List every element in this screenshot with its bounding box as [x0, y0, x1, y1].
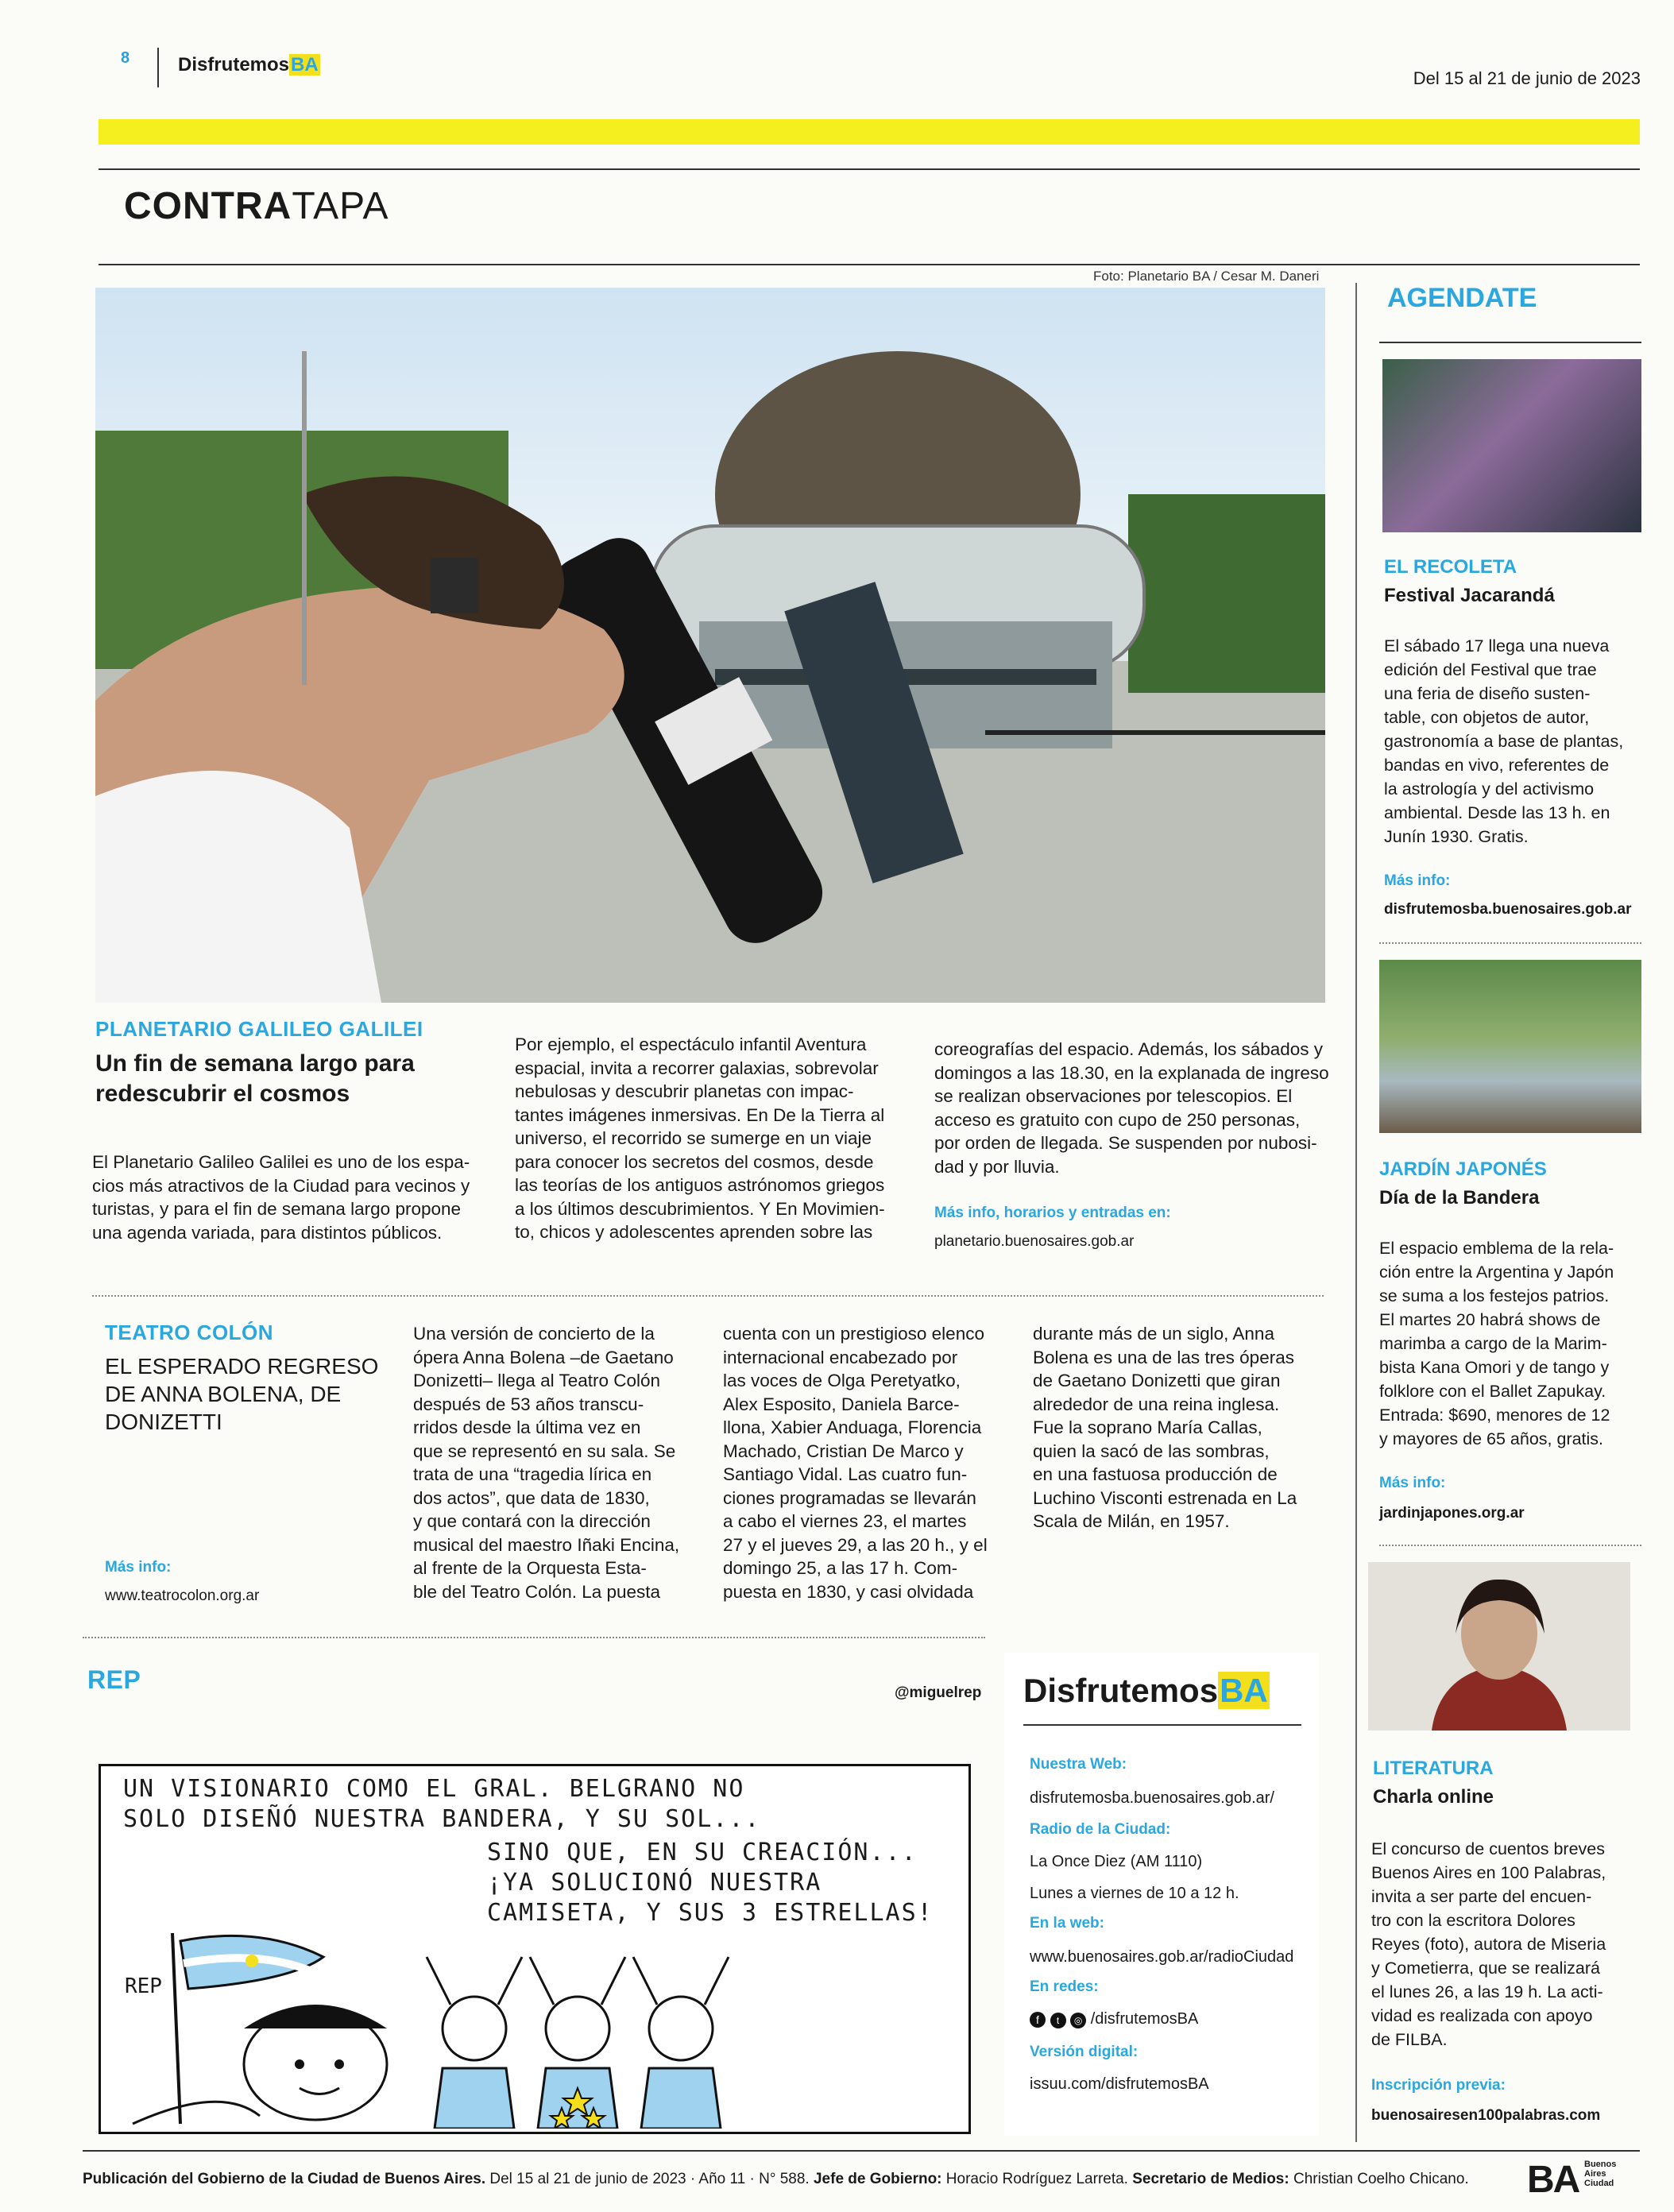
- planetario-col3: coreografías del espacio. Además, los sábados y domingos a las 18.30, en la explanada de ingreso se realizan observaciones por telescopios. El acceso es gratuito con cupo de 250 personas, por orden de llegada. Se suspenden por nubosi- dad y por lluvia.: [934, 1039, 1329, 1177]
- rule: [1023, 1724, 1301, 1726]
- dotted-rule: [92, 1295, 1324, 1297]
- sidebar-divider: [1355, 283, 1357, 2142]
- agenda-label: JARDÍN JAPONÉS: [1379, 1158, 1547, 1180]
- dotted-rule: [1379, 1545, 1641, 1546]
- ba-logo: BA: [1527, 2159, 1579, 2201]
- header-brand: DisfrutemosBA: [178, 54, 319, 75]
- agenda-info-label: Más info:: [1379, 1475, 1446, 1491]
- agenda-info-label: Inscripción previa:: [1371, 2077, 1506, 2094]
- dotted-rule: [83, 1637, 985, 1638]
- header-divider: [157, 48, 159, 87]
- disfrutemos-infobox: [1004, 1653, 1319, 2136]
- instagram-icon: ◎: [1070, 2013, 1086, 2028]
- infobox-radio: La Once Diez (AM 1110): [1030, 1853, 1203, 1870]
- garden-photo: [1379, 960, 1641, 1133]
- rep-handle: @miguelrep: [895, 1684, 982, 1701]
- agenda-body: El espacio emblema de la rela- ción entre la Argentina y Japón se suma a los festejos patrios. El martes 20 habrá shows de marimba a cargo de la Marim- bista Kana Omori y de tango y folklore con el Ballet Zapukay. Entrada: $690, menores de 12 y mayores de 65 años, gratis.: [1379, 1239, 1614, 1448]
- colon-label: TEATRO COLÓN: [105, 1321, 274, 1344]
- infobox-label: Versión digital:: [1030, 2044, 1139, 2060]
- infobox-label: En redes:: [1030, 1978, 1099, 1995]
- agenda-label: EL RECOLETA: [1384, 556, 1517, 578]
- page-number: 8: [121, 49, 130, 67]
- festival-photo: [1382, 359, 1641, 532]
- infobox-web-link[interactable]: disfrutemosba.buenosaires.gob.ar/: [1030, 1789, 1274, 1807]
- colon-col2: cuenta con un prestigioso elenco internacional encabezado por las voces de Olga Peretyatko, Alex Esposito, Daniela Barce- llona, Xabier Anduaga, Florencia Machado, Cristian De Marco y Santiago Vidal. Las cuatro fun- ciones programadas se llevarán a cabo el viernes 23, el martes 27 y el jueves 29, a las 20 h., y el domingo 25, a las 17 h. Com- puesta en 1830, y casi olvidada: [723, 1324, 988, 1602]
- agenda-info-link[interactable]: buenosairesen100palabras.com: [1371, 2107, 1601, 2124]
- infobox-radio-hours: Lunes a viernes de 10 a 12 h.: [1030, 1885, 1239, 1902]
- twitter-icon: t: [1050, 2013, 1066, 2028]
- infobox-label: Nuestra Web:: [1030, 1756, 1127, 1773]
- agenda-title: Charla online: [1373, 1786, 1494, 1808]
- author-photo: [1368, 1562, 1630, 1731]
- agenda-info-label: Más info:: [1384, 872, 1451, 889]
- ba-logo-sub: Buenos Aires Ciudad: [1584, 2160, 1617, 2188]
- footer-credits: Publicación del Gobierno de la Ciudad de Buenos Aires. Del 15 al 21 de junio de 2023 · Año 11 · N° 588. Jefe de Gobierno: Horacio Rodríguez Larreta. Secretario de Medios: Christian Coelho Chicano.: [83, 2171, 1469, 2187]
- rep-label: REP: [87, 1665, 141, 1694]
- agendate-title: AGENDATE: [1387, 283, 1537, 313]
- rule: [83, 2150, 1640, 2152]
- planetarium-photo: [95, 288, 1325, 1003]
- colon-info-label: Más info:: [105, 1559, 172, 1576]
- rule: [99, 264, 1640, 265]
- rep-comic: [99, 1764, 971, 2134]
- facebook-icon: f: [1030, 2012, 1046, 2028]
- agenda-body: El concurso de cuentos breves Buenos Aires en 100 Palabras, invita a ser parte del encuen- tro con la escritora Dolores Reyes (foto), autora de Miseria y Cometierra, que se realizará el lunes 26, a las 19 h. La acti- vidad es realizada con apoyo de FILBA.: [1371, 1839, 1606, 2049]
- yellow-band: [99, 119, 1640, 145]
- infobox-issuu-link[interactable]: issuu.com/disfrutemosBA: [1030, 2075, 1209, 2093]
- planetario-label: PLANETARIO GALILEO GALILEI: [95, 1017, 423, 1041]
- infobox-radio-link[interactable]: www.buenosaires.gob.ar/radioCiudad: [1030, 1948, 1294, 1966]
- planetario-info-link[interactable]: planetario.buenosaires.gob.ar: [934, 1233, 1135, 1250]
- agenda-info-link[interactable]: disfrutemosba.buenosaires.gob.ar: [1384, 901, 1632, 918]
- dotted-rule: [1379, 942, 1641, 944]
- comic-text-line: SINO QUE, EN SU CREACIÓN...: [487, 1839, 918, 1866]
- agenda-label: LITERATURA: [1373, 1758, 1494, 1779]
- colon-info-link[interactable]: www.teatrocolon.org.ar: [105, 1587, 260, 1604]
- agenda-title: Día de la Bandera: [1379, 1187, 1540, 1208]
- colon-col3: durante más de un siglo, Anna Bolena es una de las tres óperas de Gaetano Donizetti que giran alrededor de una reina inglesa. Fue la soprano María Callas, quien la sacó de las sombras, en una fastuosa producción de Luchino Visconti estrenada en La Scala de Milán, en 1957.: [1033, 1324, 1297, 1531]
- agenda-info-link[interactable]: jardinjapones.org.ar: [1379, 1505, 1525, 1522]
- photo-credit: Foto: Planetario BA / Cesar M. Daneri: [1093, 269, 1320, 284]
- comic-text-line: CAMISETA, Y SUS 3 ESTRELLAS!: [487, 1899, 934, 1927]
- agenda-title: Festival Jacarandá: [1384, 585, 1555, 606]
- infobox-label: En la web:: [1030, 1915, 1104, 1932]
- colon-col1: Una versión de concierto de la ópera Anna Bolena –de Gaetano Donizetti– llega al Teatro Colón después de 53 años transcu- rridos desde la última vez en que se representó en su sala. Se trata de una “tragedia lírica en dos actos”, que data de 1830, y que contará con la dirección musical del maestro Iñaki Encina, al frente de la Orquesta Esta- ble del Teatro Colón. La puesta: [413, 1324, 680, 1602]
- planetario-col2: Por ejemplo, el espectáculo infantil Aventura espacial, invita a recorrer galaxias, sobrevolar nebulosas y descubrir planetas con impac- tantes imágenes inmersivas. En De la Tierra al universo, el recorrido se sumerge en un viaje para conocer los secretos del cosmos, desde las teorías de los antiguos astrónomos griegos a los últimos descubrimientos. Y En Movimien- to, chicos y adolescentes aprenden sobre las: [515, 1034, 885, 1242]
- planetario-col1: El Planetario Galileo Galilei es uno de los espa- cios más atractivos de la Ciudad para vecinos y turistas, y para el fin de semana largo propone una agenda variada, para distintos públicos.: [92, 1152, 470, 1243]
- rule: [1379, 342, 1641, 343]
- infobox-brand: DisfrutemosBA: [1023, 1672, 1268, 1709]
- planetario-headline: Un fin de semana largo para redescubrir el cosmos: [95, 1050, 415, 1107]
- comic-text-line: SOLO DISEÑÓ NUESTRA BANDERA, Y SU SOL...: [123, 1805, 761, 1833]
- comic-text-line: ¡YA SOLUCIONÓ NUESTRA: [487, 1869, 822, 1897]
- comic-text-line: UN VISIONARIO COMO EL GRAL. BELGRANO NO: [123, 1775, 745, 1803]
- comic-drawing: [101, 1925, 968, 2129]
- rule: [99, 168, 1640, 170]
- infobox-label: Radio de la Ciudad:: [1030, 1821, 1171, 1838]
- infobox-social[interactable]: f t ◎ /disfrutemosBA: [1030, 2010, 1198, 2028]
- agenda-body: El sábado 17 llega una nueva edición del Festival que trae una feria de diseño susten- table, con objetos de autor, gastronomía a base de plantas, bandas en vivo, referentes de la astrología y del activismo ambiental. Desde las 13 h. en Junín 1930. Gratis.: [1384, 636, 1624, 846]
- colon-title: EL ESPERADO REGRESO DE ANNA BOLENA, DE DONIZETTI: [105, 1354, 379, 1434]
- planetario-info-label: Más info, horarios y entradas en:: [934, 1205, 1171, 1221]
- comic-signature: REP: [125, 1974, 162, 1998]
- section-title: CONTRATAPA: [124, 185, 389, 227]
- header-date: Del 15 al 21 de junio de 2023: [1413, 68, 1641, 88]
